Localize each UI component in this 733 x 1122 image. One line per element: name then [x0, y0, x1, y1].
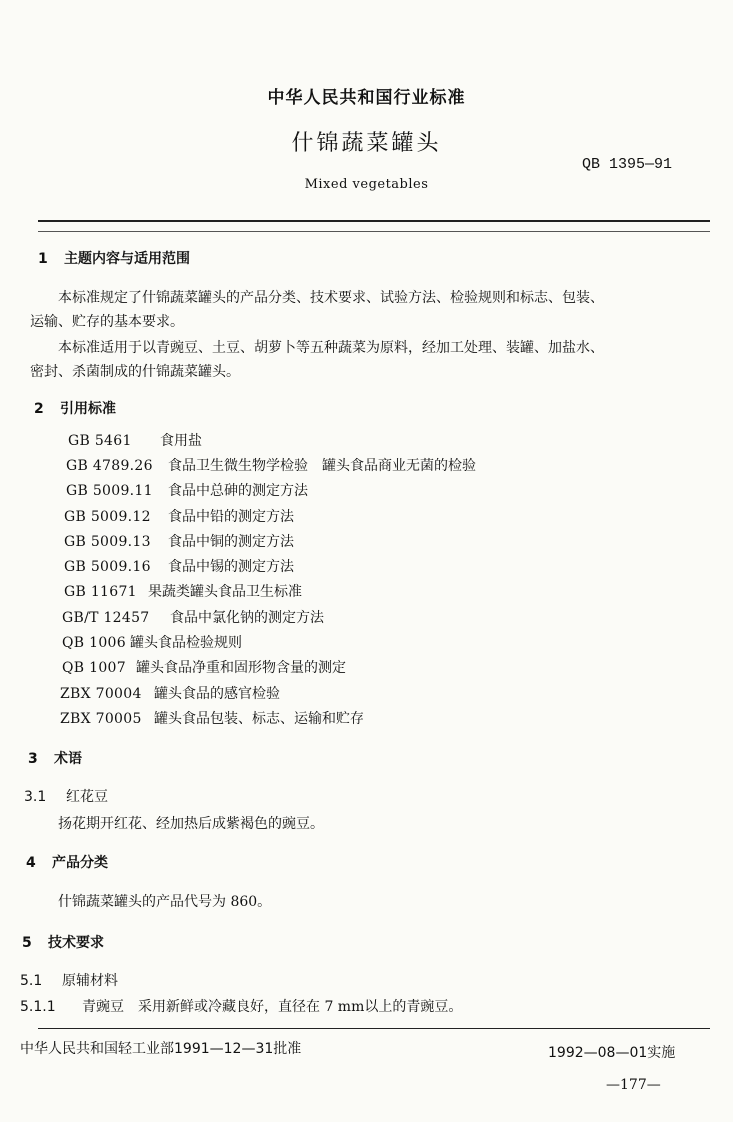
section-title: 术语 [54, 751, 82, 767]
section-number: 5 [22, 935, 32, 951]
reference-item: GB 5461 食用盐 [68, 433, 202, 449]
reference-item: GB 5009.11 食品中总砷的测定方法 [66, 483, 308, 499]
reference-item: ZBX 70005 罐头食品包装、标志、运输和贮存 [60, 711, 364, 727]
section-1-heading [38, 248, 190, 268]
reference-item: ZBX 70004 罐头食品的感官检验 [60, 686, 280, 702]
footer-rule [38, 1028, 710, 1029]
subsection-5-1: 5.1 原辅材料 [20, 973, 118, 989]
section-5-heading [22, 932, 104, 952]
product-code-text: 什锦蔬菜罐头的产品代号为 860。 [58, 894, 272, 910]
page-number: —177— [606, 1077, 661, 1093]
header-rule [38, 220, 710, 222]
section-number: 2 [34, 401, 44, 417]
section-3-heading [28, 748, 82, 768]
section-title: 引用标准 [60, 401, 116, 417]
reference-item: QB 1006 罐头食品检验规则 [62, 635, 242, 651]
section-2-heading [34, 398, 116, 418]
document-title: 什锦蔬菜罐头 [291, 131, 442, 156]
section-number: 3 [28, 751, 38, 767]
s1-para1-line1: 本标准规定了什锦蔬菜罐头的产品分类、技术要求、试验方法、检验规则和标志、包装、 [58, 290, 604, 306]
section-title: 产品分类 [52, 855, 108, 871]
reference-item: GB 5009.13 食品中铜的测定方法 [64, 534, 294, 550]
subsection-5-1-1: 5.1.1 青豌豆 采用新鲜或冷藏良好，直径在 7 mm以上的青豌豆。 [20, 999, 463, 1015]
s1-para2-line1: 本标准适用于以青豌豆、土豆、胡萝卜等五种蔬菜为原料，经加工处理、装罐、加盐水、 [58, 340, 604, 356]
reference-item: QB 1007 罐头食品净重和固形物含量的测定 [62, 660, 346, 676]
s1-para2-line2: 密封、杀菌制成的什锦蔬菜罐头。 [30, 364, 240, 380]
english-title: Mixed vegetables [304, 177, 429, 192]
effective-date: 1992—08—01实施 [548, 1045, 676, 1061]
reference-item: GB 11671 果蔬类罐头食品卫生标准 [64, 584, 302, 600]
section-4-heading [26, 852, 108, 872]
term-definition: 扬花期开红花、经加热后成紫褐色的豌豆。 [58, 816, 324, 832]
reference-item: GB/T 12457 食品中氯化钠的测定方法 [62, 610, 324, 626]
section-number: 1 [38, 251, 48, 267]
reference-item: GB 5009.12 食品中铅的测定方法 [64, 509, 294, 525]
reference-item: GB 4789.26 食品卫生微生物学检验 罐头食品商业无菌的检验 [66, 458, 476, 474]
standard-title: 中华人民共和国行业标准 [267, 88, 466, 108]
section-title: 技术要求 [48, 935, 104, 951]
subsection-3-1: 3.1 红花豆 [24, 789, 108, 805]
s1-para1-line2: 运输、贮存的基本要求。 [30, 314, 184, 330]
header-rule-thin [38, 231, 710, 232]
approval-line: 中华人民共和国轻工业部1991—12—31批准 [20, 1041, 302, 1057]
standard-code: QB 1395—91 [582, 156, 673, 173]
section-number: 4 [26, 855, 36, 871]
section-title: 主题内容与适用范围 [64, 251, 190, 267]
reference-item: GB 5009.16 食品中锡的测定方法 [64, 559, 294, 575]
